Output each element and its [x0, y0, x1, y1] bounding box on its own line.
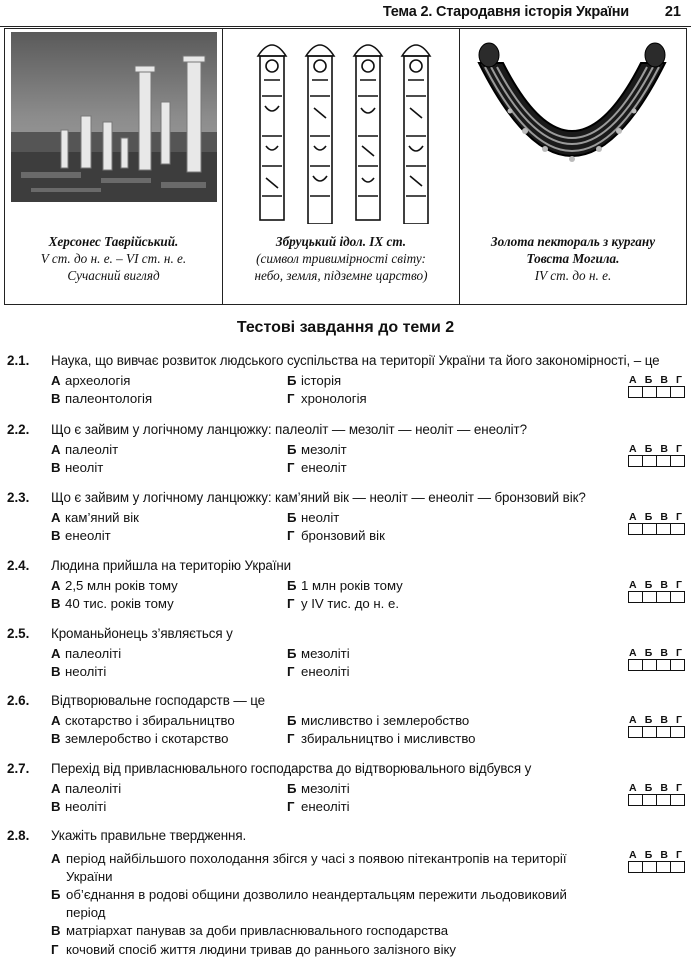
answer-grid[interactable]: А Б В Г — [628, 715, 685, 738]
section-title: Тестові завдання до теми 2 — [236, 319, 455, 336]
answer-grid[interactable]: А Б В Г — [628, 375, 685, 398]
figure-zbruch-idol — [223, 29, 460, 304]
page-header — [0, 3, 691, 25]
chersonesus-photo — [11, 32, 217, 202]
answer-grid[interactable]: А Б В Г — [628, 512, 685, 535]
textbook-page: Тема 2. Стародавня історія України 21 Херсонес Таврійський. V ст. до н. е. – VI ст. н. е. Сучасний вигляд Збруцький ідол. IX ст. (символ тривимірності світу: небо, земля, підземне царство) Золота пектораль з кургану Товста Могила. IV ст. до н. е. Тестові завдання до теми 2 2.1. Наука, що вивчає розвиток людського суспільства на території України та його закономірності, – це А археологія Б історія В палеонтологія Г хронологія А Б В Г 2.2. Що є зайвим у логічному ланцюжку: палеоліт — мезоліт — неоліт — енеоліт? А палеоліт Б мезоліт В неоліт Г енеоліт А Б В Г 2.3. Що є зайвим у логічному ланцюжку: кам’яний вік — неоліт — енеоліт — бронзовий вік? А кам’яний вік Б неоліт В енеоліт Г бронзовий вік А Б В Г 2.4. Людина прийшла на територію України А 2,5 млн років тому Б 1 млн років тому В 40 тис. років тому Г у IV тис. до н. е. А Б В Г 2.5. Кроманьйонець з’являється у А палеоліті Б мезоліті В неоліті Г енеоліті А Б В Г 2.6. Відтворювальне господарств — це А скотарство і збиральництво Б мисливство і землеробство В землеробство і скотарство Г збиральництво і мисливство А Б В Г 2.7. Перехід від привласнювального господарства до відтворювального відбувся у А палеоліті Б мезоліті В неоліті Г енеоліті А Б В Г 2.8. Укажіть правильне твердження. А період найбільшого похолодання збігся у часі з появою пітекантропів на території України Б об’єднання в родові общини дозволило неандертальцям пережити льодовиковий період В матріархат панував за доби привласнювального господарства Г кочовий спосіб життя людини тривав до раннього залізного віку А Б В Г — [0, 0, 691, 970]
option-v: В матріархат панував за доби привласнювального господарства — [51, 923, 449, 938]
option-b: Б об’єднання в родові общини дозволило неандертальцям пережити льодовиковий період — [51, 887, 567, 920]
answer-grid[interactable]: А Б В Г — [628, 648, 685, 671]
answer-grid[interactable]: А Б В Г — [628, 444, 685, 467]
option-g: Г кочовий спосіб життя людини тривав до раннього залізного віку — [51, 942, 457, 957]
caption-zbruch-idol: Збруцький ідол. IX ст. (символ тривимірності світу: небо, земля, підземне царство) — [254, 234, 428, 283]
caption-gold-pectoral: Золота пектораль з кургану Товста Могила. IV ст. до н. е. — [490, 234, 656, 283]
zbruch-idol-drawing — [230, 32, 454, 224]
option-a: А період найбільшого похолодання збігся у часі з появою пітекантропів на території України — [51, 851, 567, 884]
figures-table — [4, 28, 687, 305]
running-title: Тема 2. Стародавня історія України — [382, 4, 629, 20]
pectoral-photo — [465, 31, 679, 227]
answer-grid[interactable]: А Б В Г — [628, 783, 685, 806]
figure-chersonesus — [5, 29, 223, 304]
header-rule — [0, 26, 691, 27]
caption-chersonesus: Херсонес Таврійський. V ст. до н. е. – VI ст. н. е. Сучасний вигляд — [40, 234, 187, 283]
answer-grid[interactable]: А Б В Г — [628, 850, 685, 873]
page-number: 21 — [664, 4, 681, 20]
figure-gold-pectoral — [460, 29, 686, 304]
answer-grid[interactable]: А Б В Г — [628, 580, 685, 603]
